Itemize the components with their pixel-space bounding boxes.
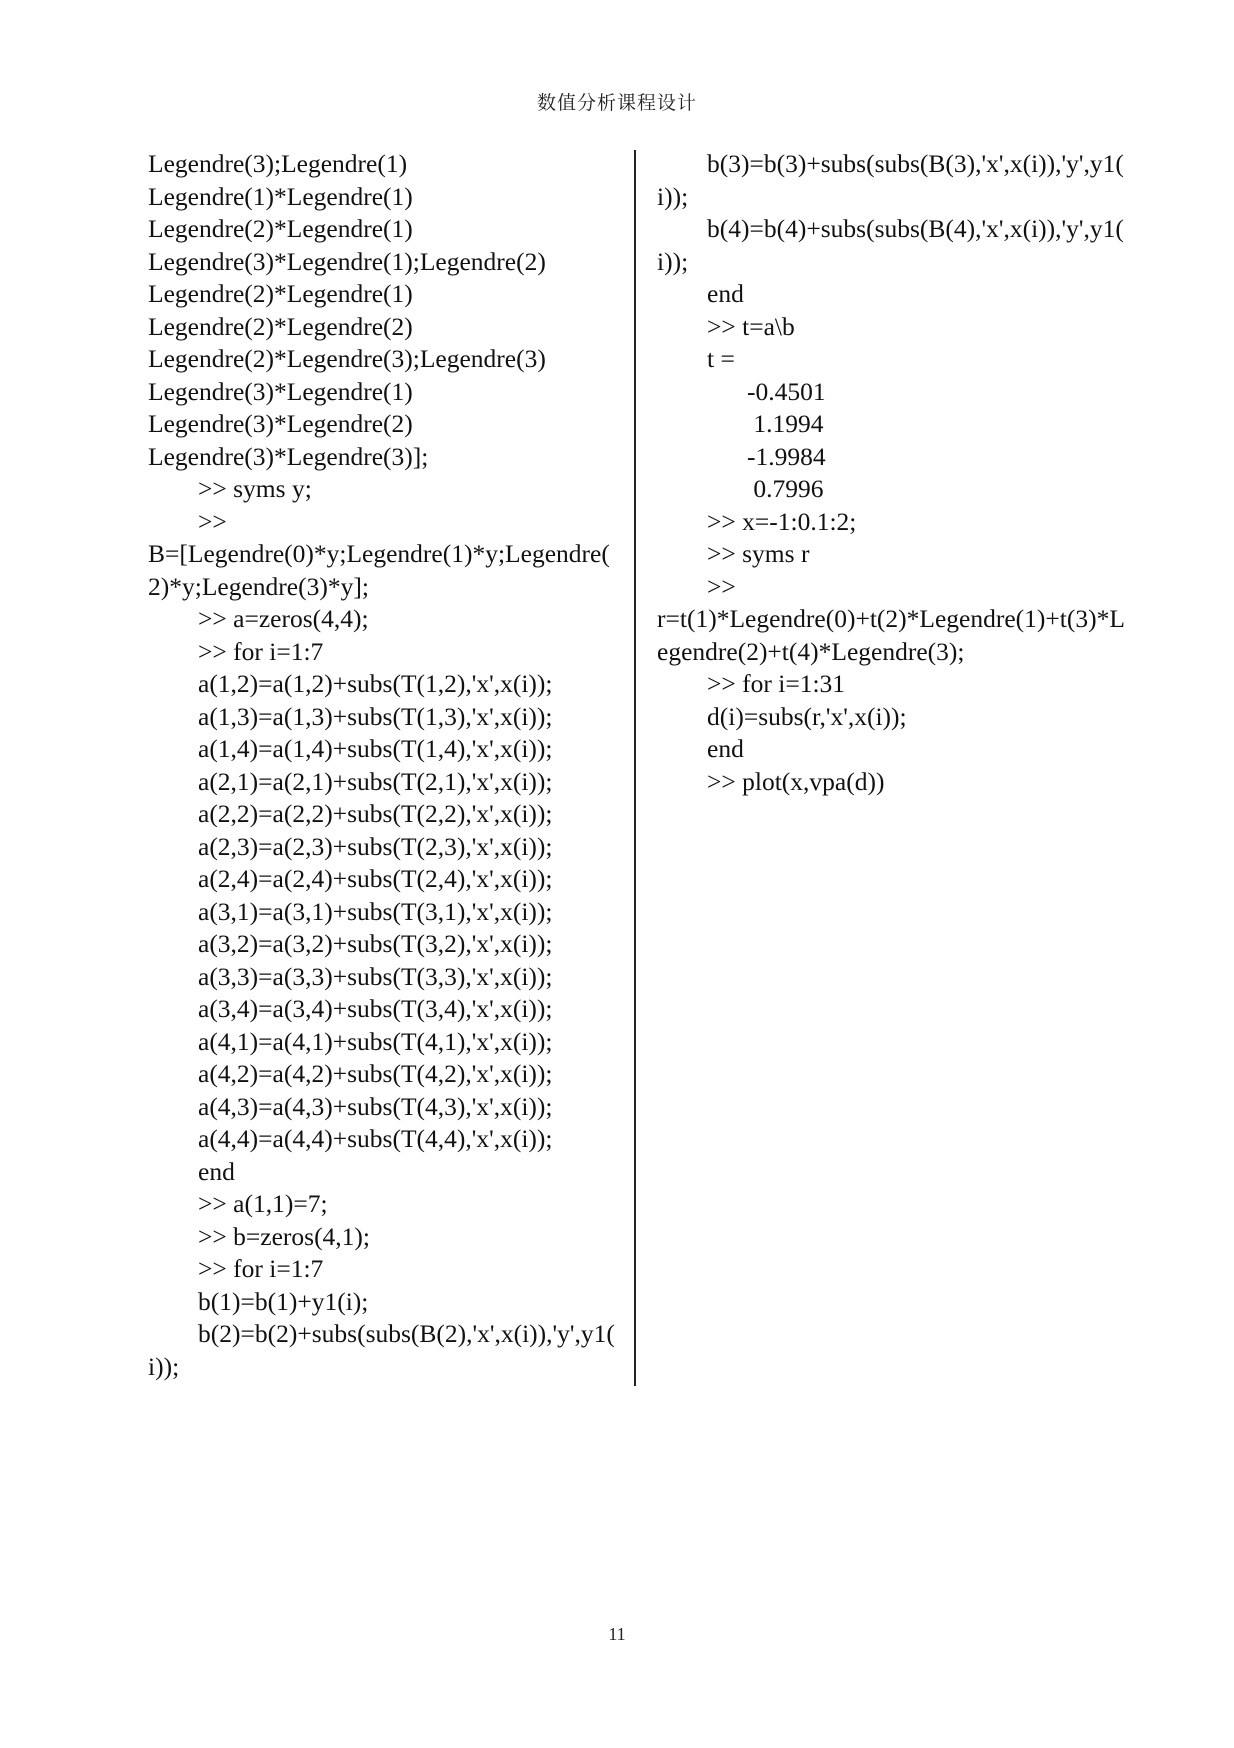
code-line: a(1,4)=a(1,4)+subs(T(1,4),'x',x(i));: [198, 734, 553, 763]
code-line: Legendre(3)*Legendre(1);Legendre(2): [148, 246, 546, 276]
code-line: a(2,4)=a(2,4)+subs(T(2,4),'x',x(i));: [198, 864, 553, 893]
code-line: egendre(2)+t(4)*Legendre(3);: [657, 636, 965, 666]
code-line: Legendre(2)*Legendre(1): [148, 279, 413, 308]
code-line: >>: [198, 506, 227, 536]
code-line: Legendre(3)*Legendre(3)];: [148, 441, 429, 471]
code-line: i));: [657, 181, 689, 211]
code-line: a(3,2)=a(3,2)+subs(T(3,2),'x',x(i));: [198, 929, 553, 958]
page-header-title: 数值分析课程设计: [536, 92, 697, 114]
code-line: a(4,4)=a(4,4)+subs(T(4,4),'x',x(i));: [198, 1124, 553, 1153]
code-line: >> plot(x,vpa(d)): [707, 766, 885, 796]
code-line: >> syms r: [707, 539, 810, 568]
code-line: b(3)=b(3)+subs(subs(B(3),'x',x(i)),'y',y1(: [707, 149, 1124, 178]
code-line: a(4,1)=a(4,1)+subs(T(4,1),'x',x(i));: [198, 1026, 553, 1056]
code-line: a(1,2)=a(1,2)+subs(T(1,2),'x',x(i));: [198, 669, 553, 698]
code-line: end: [198, 1156, 235, 1186]
code-line: -1.9984: [747, 441, 826, 471]
code-line: Legendre(2)*Legendre(2): [148, 311, 413, 341]
code-line: t =: [707, 344, 735, 373]
left-code-column: [148, 148, 616, 1383]
code-line: Legendre(2)*Legendre(1): [148, 214, 413, 243]
code-line: a(3,1)=a(3,1)+subs(T(3,1),'x',x(i));: [198, 896, 553, 926]
code-line: i));: [657, 246, 689, 276]
code-line: >> for i=1:7: [198, 636, 324, 666]
code-line: d(i)=subs(r,'x',x(i));: [707, 701, 907, 731]
code-line: b(2)=b(2)+subs(subs(B(2),'x',x(i)),'y',y1(: [198, 1319, 615, 1348]
page-number: 11: [608, 1624, 626, 1644]
code-line: 2)*y;Legendre(3)*y];: [148, 571, 369, 601]
code-line: a(2,3)=a(2,3)+subs(T(2,3),'x',x(i));: [198, 831, 553, 861]
code-line: B=[Legendre(0)*y;Legendre(1)*y;Legendre(: [148, 539, 610, 568]
code-line: end: [707, 734, 744, 763]
code-line: 0.7996: [747, 474, 824, 503]
code-line: 1.1994: [747, 409, 824, 438]
code-line: Legendre(3)*Legendre(1): [148, 376, 413, 406]
code-line: a(4,2)=a(4,2)+subs(T(4,2),'x',x(i));: [198, 1059, 553, 1088]
code-line: end: [707, 279, 744, 308]
code-line: >> syms y;: [198, 474, 312, 503]
code-line: a(3,4)=a(3,4)+subs(T(3,4),'x',x(i));: [198, 994, 553, 1023]
code-line: >> a=zeros(4,4);: [198, 604, 369, 633]
code-line: >> t=a\b: [707, 311, 795, 341]
code-line: a(2,2)=a(2,2)+subs(T(2,2),'x',x(i));: [198, 799, 553, 828]
code-line: >> b=zeros(4,1);: [198, 1221, 371, 1251]
code-line: b(4)=b(4)+subs(subs(B(4),'x',x(i)),'y',y1(: [707, 214, 1124, 243]
code-line: Legendre(3)*Legendre(2): [148, 409, 413, 438]
right-code-column: [657, 148, 1127, 798]
code-line: Legendre(3);Legendre(1): [148, 149, 408, 178]
code-line: Legendre(2)*Legendre(3);Legendre(3): [148, 344, 546, 373]
code-line: a(4,3)=a(4,3)+subs(T(4,3),'x',x(i));: [198, 1091, 553, 1121]
code-line: >> for i=1:7: [198, 1254, 324, 1283]
code-line: >> x=-1:0.1:2;: [707, 506, 857, 536]
code-line: -0.4501: [747, 376, 826, 406]
code-line: a(2,1)=a(2,1)+subs(T(2,1),'x',x(i));: [198, 766, 553, 796]
code-line: >> a(1,1)=7;: [198, 1189, 328, 1218]
code-line: >>: [707, 571, 736, 601]
code-line: a(3,3)=a(3,3)+subs(T(3,3),'x',x(i));: [198, 961, 553, 991]
code-line: i));: [148, 1351, 180, 1381]
code-line: b(1)=b(1)+y1(i);: [198, 1286, 369, 1316]
code-line: Legendre(1)*Legendre(1): [148, 181, 413, 211]
code-line: r=t(1)*Legendre(0)+t(2)*Legendre(1)+t(3)*L: [657, 604, 1125, 633]
code-line: a(1,3)=a(1,3)+subs(T(1,3),'x',x(i));: [198, 701, 553, 731]
column-divider: [634, 150, 636, 1386]
code-line: >> for i=1:31: [707, 669, 846, 698]
